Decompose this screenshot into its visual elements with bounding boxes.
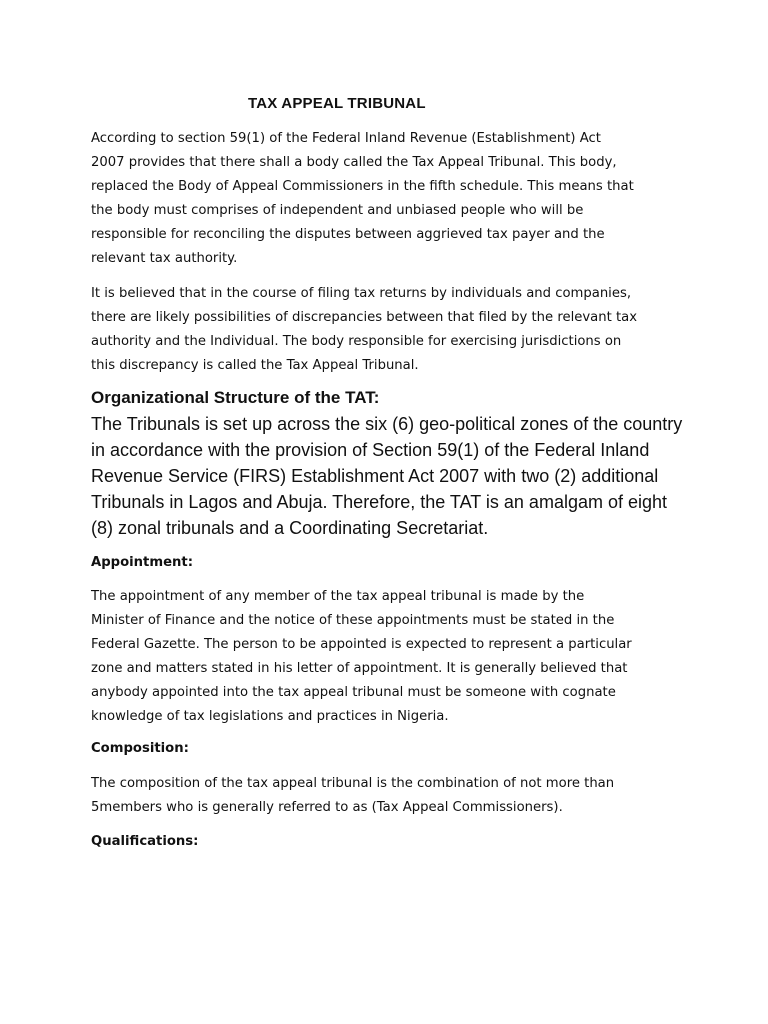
intro-line: the body must comprises of independent and unbiased people who will be — [91, 203, 584, 218]
appointment-paragraph — [91, 585, 691, 729]
appointment-line: knowledge of tax legislations and practices in Nigeria. — [91, 709, 449, 724]
appointment-line: Federal Gazette. The person to be appointed is expected to represent a particular — [91, 637, 632, 652]
intro-line: According to section 59(1) of the Federal Inland Revenue (Establishment) Act — [91, 131, 601, 146]
composition-line: 5members who is generally referred to as (Tax Appeal Commissioners). — [91, 800, 563, 815]
intro-line: relevant tax authority. — [91, 251, 238, 266]
qualifications-heading: Qualifications: — [91, 834, 199, 849]
appointment-line: anybody appointed into the tax appeal tribunal must be someone with cognate — [91, 685, 616, 700]
appointment-line: Minister of Finance and the notice of these appointments must be stated in the — [91, 613, 615, 628]
org-structure-line: The Tribunals is set up across the six (6) geo-political zones of the country — [91, 414, 683, 434]
intro-paragraph — [91, 127, 691, 271]
intro-line: responsible for reconciling the disputes between aggrieved tax payer and the — [91, 227, 605, 242]
second-paragraph-line: this discrepancy is called the Tax Appeal Tribunal. — [91, 358, 419, 373]
composition-heading: Composition: — [91, 741, 189, 756]
composition-line: The composition of the tax appeal tribunal is the combination of not more than — [91, 776, 615, 791]
org-structure-line: Revenue Service (FIRS) Establishment Act 2007 with two (2) additional — [91, 466, 659, 486]
org-structure-heading: Organizational Structure of the TAT: — [91, 388, 380, 407]
appointment-line: The appointment of any member of the tax appeal tribunal is made by the — [91, 589, 585, 604]
composition-paragraph — [91, 772, 691, 820]
second-paragraph — [91, 282, 691, 378]
document-title: TAX APPEAL TRIBUNAL — [248, 95, 426, 112]
second-paragraph-line: authority and the Individual. The body responsible for exercising jurisdictions on — [91, 334, 622, 349]
appointment-heading: Appointment: — [91, 555, 194, 570]
appointment-line: zone and matters stated in his letter of appointment. It is generally believed that — [91, 661, 628, 676]
intro-line: 2007 provides that there shall a body called the Tax Appeal Tribunal. This body, — [91, 155, 617, 170]
org-structure-paragraph — [91, 411, 682, 541]
second-paragraph-line: It is believed that in the course of filing tax returns by individuals and companies, — [91, 286, 632, 301]
intro-line: replaced the Body of Appeal Commissioners in the fifth schedule. This means that — [91, 179, 634, 194]
org-structure-line: (8) zonal tribunals and a Coordinating Secretariat. — [91, 518, 489, 538]
second-paragraph-line: there are likely possibilities of discrepancies between that filed by the relevant tax — [91, 310, 638, 325]
org-structure-line: in accordance with the provision of Section 59(1) of the Federal Inland — [91, 440, 650, 460]
org-structure-line: Tribunals in Lagos and Abuja. Therefore, the TAT is an amalgam of eight — [91, 492, 668, 512]
